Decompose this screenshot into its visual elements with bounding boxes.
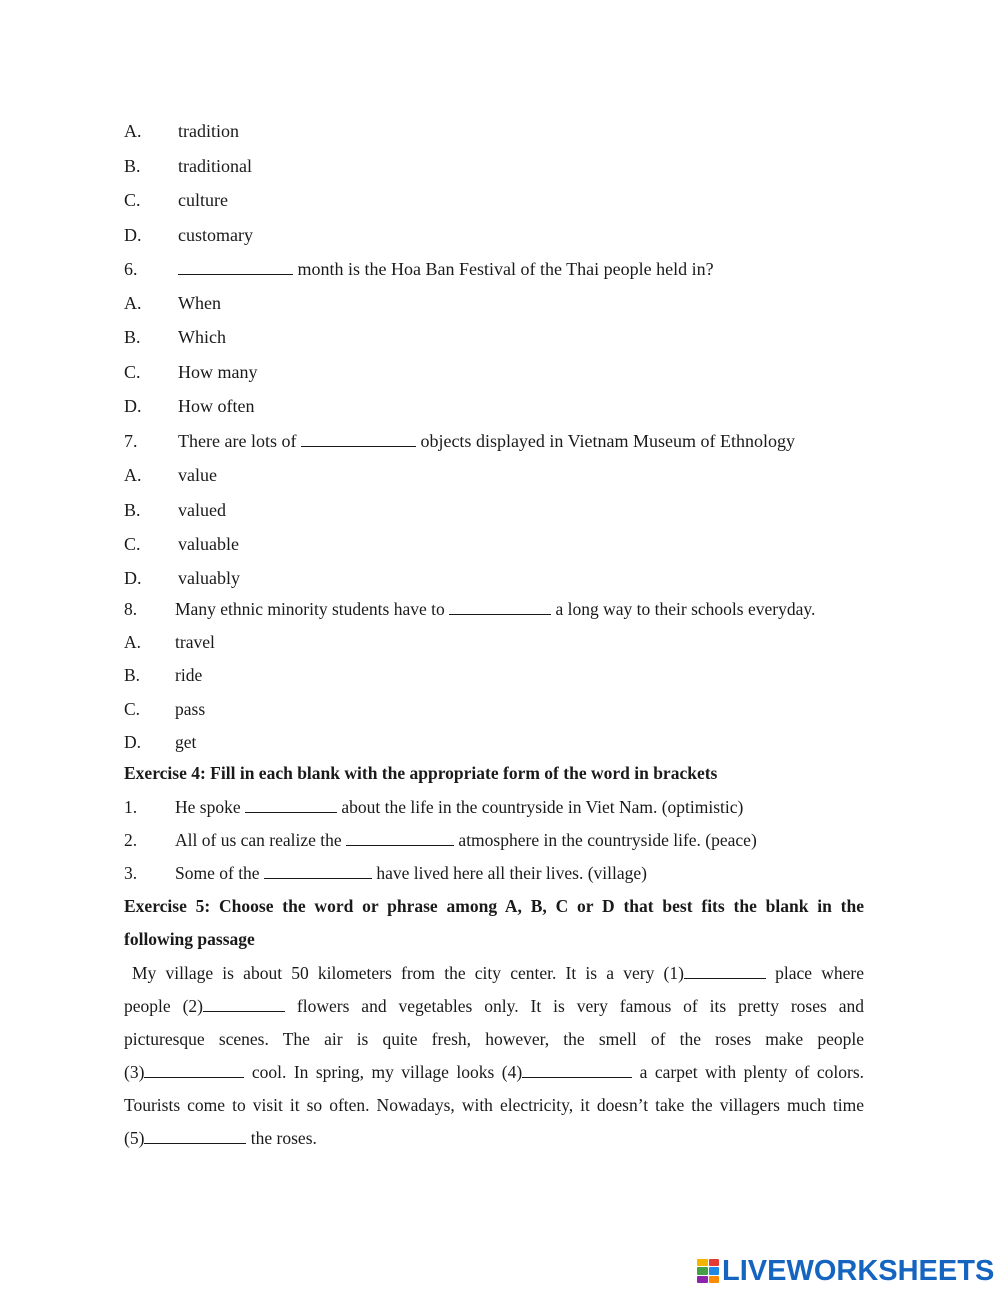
passage-text: flowers and vegetables only. It is very famous of its pretty roses and — [296, 996, 865, 1016]
option-text: Which — [178, 327, 226, 347]
question-text-after: objects displayed in Vietnam Museum of Ethnology — [420, 431, 795, 451]
item-number: 2. — [124, 830, 138, 850]
option-text: travel — [175, 632, 215, 652]
question-text-before: There are lots of — [178, 431, 297, 451]
question-text-before: Many ethnic minority students have to — [175, 599, 445, 619]
option-letter: A. — [124, 121, 142, 141]
logo-mark-icon — [697, 1259, 719, 1283]
item-text-before: Some of the — [175, 863, 260, 883]
question-text-after: a long way to their schools everyday. — [555, 599, 816, 619]
option-text: How many — [178, 362, 258, 382]
option-text: get — [175, 732, 197, 752]
item-text-before: He spoke — [175, 797, 241, 817]
exercise-5-title: Exercise 5: Choose the word or phrase among A, B, C or D that best fits the blank in the — [124, 896, 864, 916]
passage-text: My village is about 50 kilometers from the city center. It is a very (1) — [132, 963, 684, 983]
option-letter: D. — [124, 732, 142, 752]
option-letter: B. — [124, 327, 141, 347]
option-text: valuably — [178, 568, 240, 588]
option-text: How often — [178, 396, 255, 416]
item-text-after: have lived here all their lives. (village) — [376, 863, 647, 883]
option-text: When — [178, 293, 221, 313]
item-number: 3. — [124, 863, 138, 883]
option-letter: D. — [124, 396, 142, 416]
option-letter: D. — [124, 568, 142, 588]
answer-blank[interactable] — [178, 258, 293, 275]
answer-blank[interactable] — [301, 430, 416, 447]
item-text-before: All of us can realize the — [175, 830, 342, 850]
question-text — [178, 430, 795, 452]
passage-line — [124, 962, 864, 984]
question-text — [178, 258, 714, 280]
option-letter: C. — [124, 699, 141, 719]
answer-blank-2[interactable] — [203, 995, 285, 1012]
answer-blank[interactable] — [346, 829, 454, 846]
question-number: 8. — [124, 599, 138, 619]
passage-line — [124, 995, 864, 1017]
option-text: pass — [175, 699, 206, 719]
option-text: valued — [178, 500, 226, 520]
option-letter: B. — [124, 500, 141, 520]
answer-blank[interactable] — [245, 796, 337, 813]
option-text: tradition — [178, 121, 239, 141]
passage-line — [124, 1127, 317, 1149]
exercise-5-title-line2: following passage — [124, 929, 255, 949]
answer-blank-1[interactable] — [684, 962, 766, 979]
passage-text: a carpet with plenty of colors. — [639, 1062, 865, 1082]
option-letter: B. — [124, 156, 141, 176]
question-number: 6. — [124, 259, 138, 279]
exercise-4-title: Exercise 4: Fill in each blank with the appropriate form of the word in brackets — [124, 763, 718, 783]
passage-text: cool. In spring, my village looks (4) — [251, 1062, 523, 1082]
item-text — [175, 796, 743, 818]
option-letter: B. — [124, 665, 141, 685]
option-text: ride — [175, 665, 203, 685]
option-letter: A. — [124, 632, 142, 652]
option-text: traditional — [178, 156, 252, 176]
answer-blank-4[interactable] — [522, 1061, 632, 1078]
answer-blank-5[interactable] — [144, 1127, 246, 1144]
option-letter: D. — [124, 225, 142, 245]
question-text — [175, 598, 815, 620]
item-text — [175, 829, 757, 851]
option-text: value — [178, 465, 217, 485]
question-number: 7. — [124, 431, 138, 451]
option-letter: A. — [124, 293, 142, 313]
answer-blank[interactable] — [264, 862, 372, 879]
passage-text: the roses. — [250, 1128, 317, 1148]
passage-text: place where — [775, 963, 865, 983]
item-number: 1. — [124, 797, 138, 817]
option-text: culture — [178, 190, 228, 210]
option-text: valuable — [178, 534, 239, 554]
option-letter: C. — [124, 190, 141, 210]
item-text-after: about the life in the countryside in Viet Nam. (optimistic) — [341, 797, 744, 817]
option-text: customary — [178, 225, 253, 245]
passage-text: people (2) — [124, 996, 203, 1016]
passage-line: Tourists come to visit it so often. Nowadays, with electricity, it doesn’t take the villagers much time — [124, 1095, 864, 1115]
passage-text: (5) — [124, 1128, 145, 1148]
liveworksheets-logo — [697, 1254, 994, 1288]
answer-blank[interactable] — [449, 598, 551, 615]
option-letter: C. — [124, 534, 141, 554]
passage-line — [124, 1061, 864, 1083]
item-text — [175, 862, 647, 884]
passage-line: picturesque scenes. The air is quite fresh, however, the smell of the roses make people — [124, 1029, 864, 1049]
option-letter: C. — [124, 362, 141, 382]
option-letter: A. — [124, 465, 142, 485]
passage-text: (3) — [124, 1062, 145, 1082]
logo-text: LIVEWORKSHEETS — [722, 1254, 995, 1287]
answer-blank-3[interactable] — [144, 1061, 244, 1078]
item-text-after: atmosphere in the countryside life. (peace) — [458, 830, 757, 850]
question-text-after: month is the Hoa Ban Festival of the Thai people held in? — [297, 259, 714, 279]
